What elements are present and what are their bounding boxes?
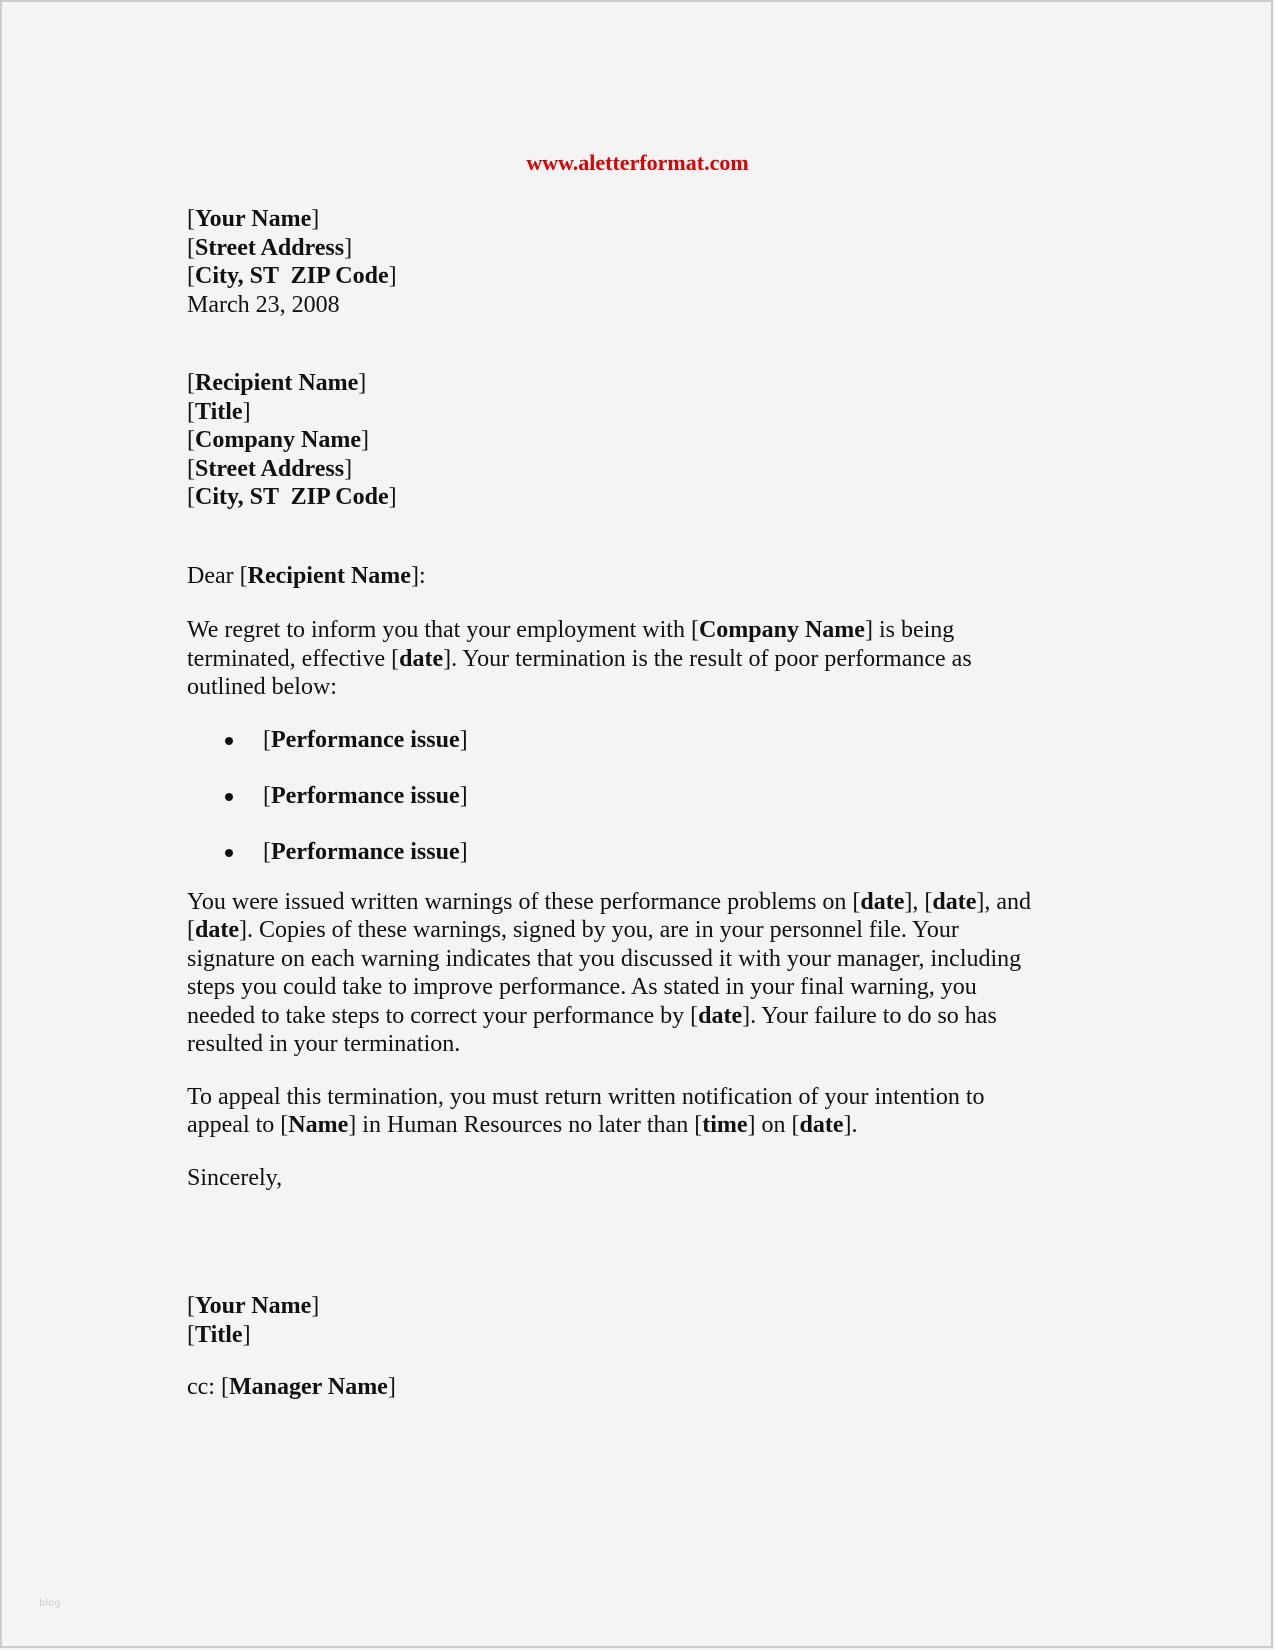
list-item: [Performance issue] — [187, 838, 1087, 888]
bullet-icon — [225, 849, 233, 857]
bullet-icon — [225, 793, 233, 801]
signature-name: [Your Name] — [187, 1293, 320, 1319]
signature-title: [Title] — [187, 1321, 251, 1348]
sender-city: [City, ST ZIP Code] — [187, 263, 397, 289]
bullet-icon — [225, 737, 233, 745]
recipient-title: [Title] — [187, 398, 251, 425]
letter-body — [187, 205, 1087, 1402]
paragraph-appeal: To appeal this termination, you must return written notification of your intention to appeal to [Name] in Human Resources no later than [time] on [date]. — [187, 1083, 985, 1138]
closing: Sincerely, — [187, 1164, 283, 1191]
sender-block — [187, 205, 1087, 319]
salutation: Dear [Recipient Name]: — [187, 562, 426, 589]
paragraph-termination-notice: We regret to inform you that your employment with [Company Name] is being terminated, effective [date]. Your termination is the result of poor performance as outlined below: — [187, 617, 972, 700]
list-item: [Performance issue] — [187, 726, 1087, 782]
sender-street: [Street Address] — [187, 234, 353, 261]
paragraph-warnings: You were issued written warnings of these performance problems on [date], [date], and [date]. Copies of these warnings, signed by you, are in your personnel file. Your signature on each warning indicates that you discussed it with your manager, including steps you could take to improve performance. As stated in your final warning, you needed to take steps to correct your performance by [date]. Your failure to do so has resulted in your termination. — [187, 888, 1032, 1057]
list-item: [Performance issue] — [187, 782, 1087, 838]
recipient-city: [City, ST ZIP Code] — [187, 484, 397, 510]
cc-line: cc: [Manager Name] — [187, 1374, 396, 1400]
performance-issue-list — [187, 726, 1087, 888]
recipient-block — [187, 369, 1087, 512]
recipient-street: [Street Address] — [187, 455, 353, 482]
signature-block — [187, 1292, 1087, 1349]
recipient-company: [Company Name] — [187, 427, 369, 453]
sender-name: [Your Name] — [187, 206, 320, 232]
watermark-text: blog — [39, 1598, 61, 1609]
letter-date: March 23, 2008 — [187, 291, 340, 318]
recipient-name: [Recipient Name] — [187, 370, 367, 396]
site-url-header: www.aletterformat.com — [526, 150, 749, 175]
